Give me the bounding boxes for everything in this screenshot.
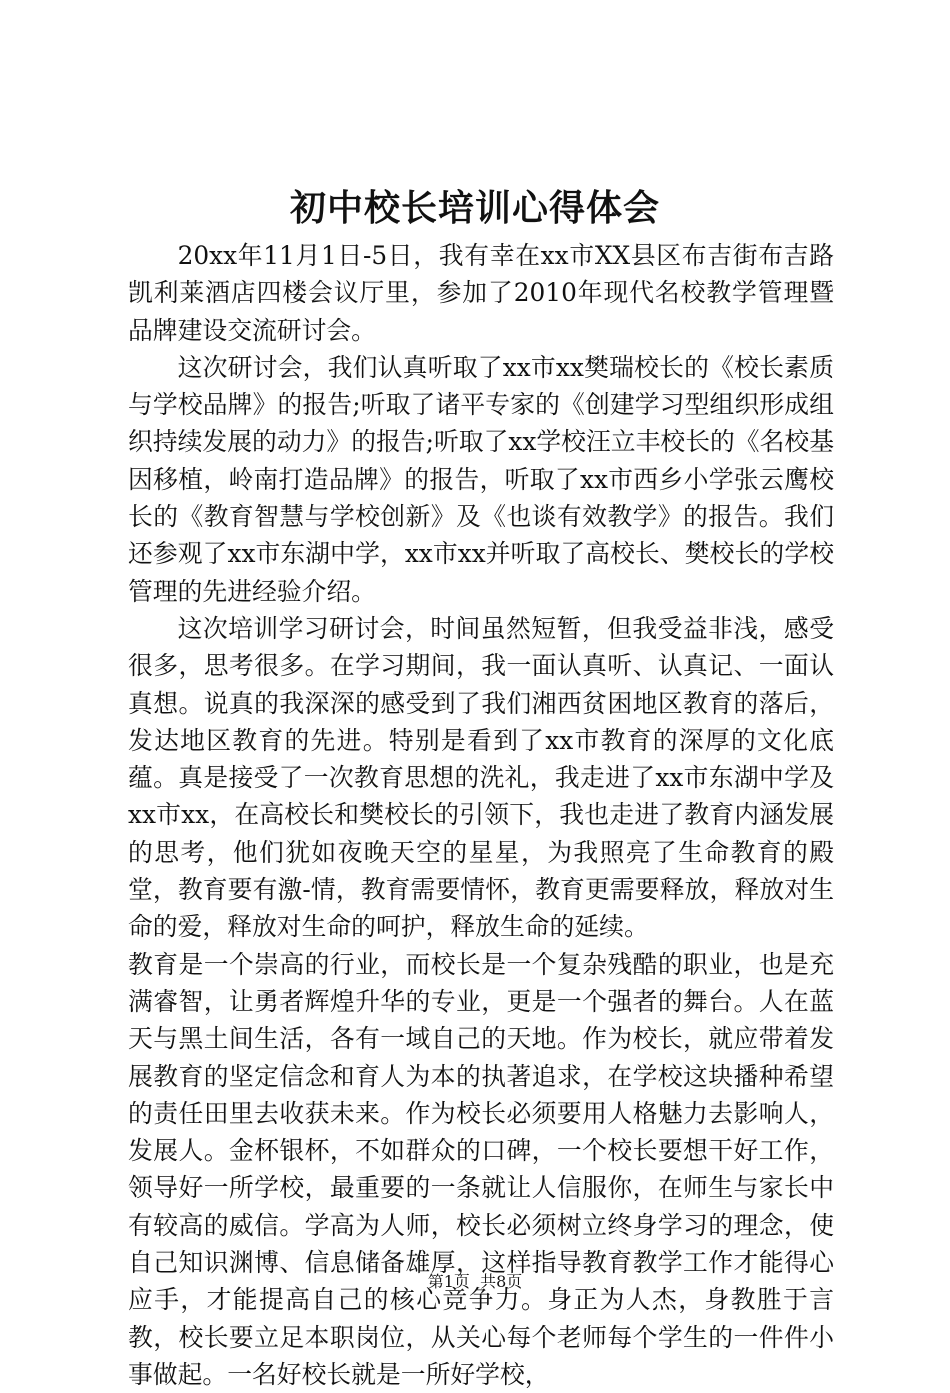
paragraph-4: 教育是一个崇高的行业，而校长是一个复杂残酷的职业，也是充满睿智，让勇者辉煌升华的专业，更是一个强者的舞台。人在蓝天与黑土间生活，各有一域自己的天地。作为校长，就应带着发展教育的坚定信念和育人为本的执著追求，在学校这块播种希望的责任田里去收获未来。作为校长必须要用人格魅力去影响人，发展人。金杯银杯，不如群众的口碑，一个校长要想干好工作，领导好一所学校，最重要的一条就让人信服你，在师生与家长中有较高的威信。学高为人师，校长必须树立终身学习的理念，使自己知识渊博、信息储备雄厚，这样指导教育教学工作才能得心应手，才能提高自己的核心竞争力。身正为人杰，身教胜于言教，校长要立足本职岗位，从关心每个老师每个学生的一件件小事做起。一名好校长就是一所好学校， [128, 949, 834, 1389]
paragraph-3: 这次培训学习研讨会，时间虽然短暂，但我受益非浅，感受很多，思考很多。在学习期间，我一面认真听、认真记、一面认真想。说真的我深深的感受到了我们湘西贫困地区教育的落后，发达地区教育的先进。特别是看到了xx市教育的深厚的文化底蕴。真是接受了一次教育思想的洗礼，我走进了xx市东湖中学及xx市xx，在高校长和樊校长的引领下，我也走进了教育内涵发展的思考，他们犹如夜晚天空的星星，为我照亮了生命教育的殿堂，教育要有激-情，教育需要情怀，教育更需要释放，释放对生命的爱，释放对生命的呵护，释放生命的延续。 [128, 613, 834, 942]
document-title: 初中校长培训心得体会 [289, 187, 660, 229]
page-number: 第1页 [427, 1272, 470, 1291]
page-footer [0, 1270, 950, 1294]
page-total: 共8页 [480, 1272, 523, 1291]
document-body [128, 237, 834, 1393]
paragraph-2: 这次研讨会，我们认真听取了xx市xx樊瑞校长的《校长素质与学校品牌》的报告;听取了诸平专家的《创建学习型组织形成组织持续发展的动力》的报告;听取了xx学校汪立丰校长的《名校基因移植，岭南打造品牌》的报告，听取了xx市西乡小学张云鹰校长的《教育智慧与学校创新》及《也谈有效教学》的报告。我们还参观了xx市东湖中学，xx市xx并听取了高校长、樊校长的学校管理的先进经验介绍。 [128, 352, 834, 606]
paragraph-1: 20xx年11月1日-5日，我有幸在xx市XX县区布吉街布吉路凯利莱酒店四楼会议厅里，参加了2010年现代名校教学管理暨品牌建设交流研讨会。 [128, 241, 834, 345]
